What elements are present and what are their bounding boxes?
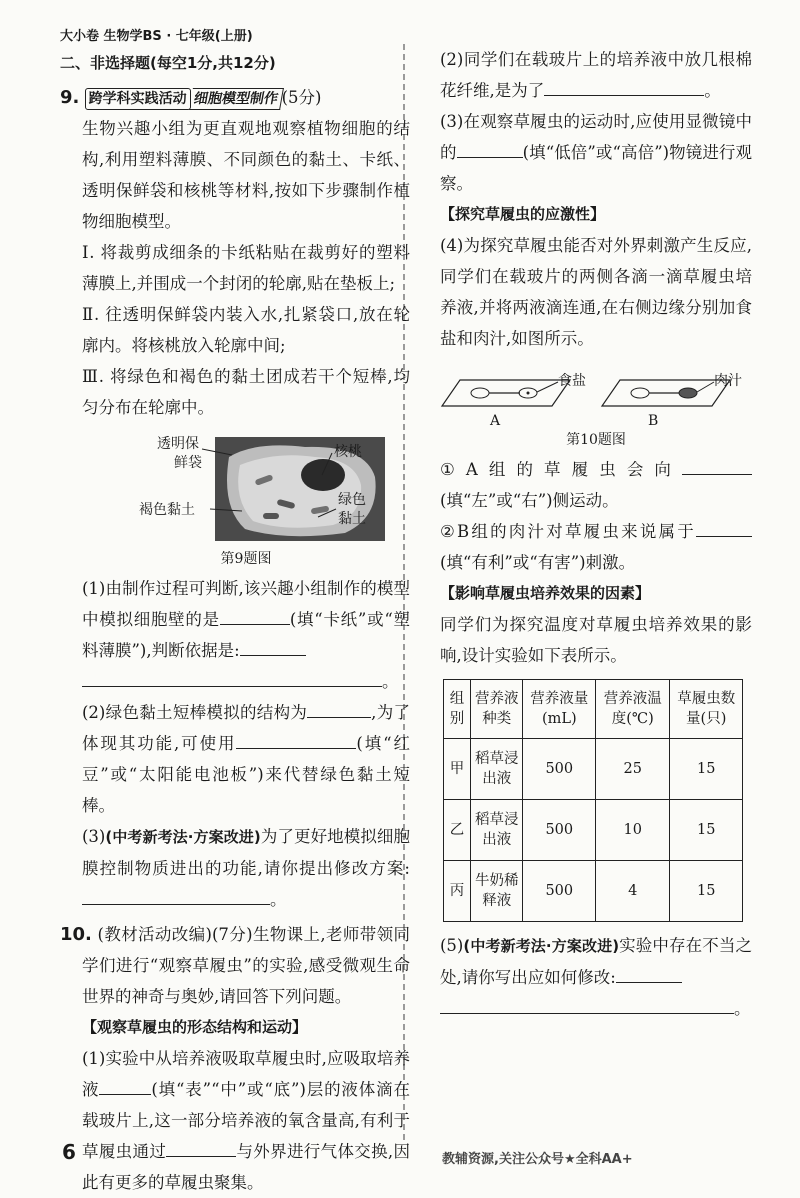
q10-intro: 生物课上,老师带领同学们进行“观察草履虫”的实验,感受微观生命世界的神奇与奥妙,请回答下列问题。 bbox=[82, 925, 411, 1006]
q9-step1: Ⅰ. 将裁剪成细条的卡纸粘贴在裁剪好的塑料薄膜上,并围成一个封闭的轮廓,贴在垫板上; bbox=[82, 243, 410, 293]
q10-sub5-intro: 同学们为探究温度对草履虫培养效果的影响,设计实验如下表所示。 bbox=[440, 615, 752, 665]
q9-step2: Ⅱ. 往透明保鲜袋内装入水,扎紧袋口,放在轮廓内。将核桃放入轮廓中间; bbox=[82, 305, 410, 355]
q9-tag-model: 细胞模型制作 bbox=[189, 88, 284, 110]
q9-sub3-tag: (中考新考法·方案改进) bbox=[105, 828, 261, 846]
label-bag-1: 透明保 bbox=[157, 436, 199, 452]
table-cell: 丙 bbox=[444, 861, 471, 922]
q10-sub1-text-c: 与外界进行气体交换,因此有更多的草履虫聚集。 bbox=[82, 1142, 410, 1192]
label-meat-juice: 肉汁 bbox=[714, 373, 742, 389]
table-header-cell: 组别 bbox=[444, 680, 471, 739]
q10-source: (教材活动改编) bbox=[97, 925, 212, 944]
q10-sub1-text-a: (1)实验中从培养液吸取草履虫时,应吸取培养液 bbox=[82, 1049, 410, 1099]
q9-sub1-text-a: (1)由制作过程可判断,该兴趣小组制作的模型中模拟细胞壁的是 bbox=[82, 579, 410, 629]
table-cell: 稻草浸出液 bbox=[471, 739, 523, 800]
table-cell: 15 bbox=[670, 861, 743, 922]
q9-blank-1[interactable] bbox=[220, 604, 290, 625]
q9-blank-3[interactable] bbox=[82, 666, 382, 687]
q9-score: (5分) bbox=[281, 88, 322, 107]
table-cell: 500 bbox=[523, 861, 596, 922]
q10-sub3-text-a: (3)在观察草履虫的运动时,应使用显微镜中的 bbox=[440, 112, 752, 162]
q10-sub5-text-a: (5) bbox=[440, 936, 464, 955]
q10-blank-3[interactable] bbox=[544, 75, 704, 96]
q10-sub4-2-text-b: (填“有利”或“有害”)刺激。 bbox=[440, 553, 636, 572]
table-cell: 牛奶稀释液 bbox=[471, 861, 523, 922]
q9-sub2-text-c: (填“红豆”或“太阳能电池板”)来代替绿色黏土短棒。 bbox=[82, 734, 410, 815]
q10-sub4-1 bbox=[440, 454, 752, 516]
q10-blank-4[interactable] bbox=[457, 137, 523, 158]
right-column bbox=[440, 44, 752, 1024]
table-cell: 500 bbox=[523, 800, 596, 861]
q10-sub2-text: (2)同学们在载玻片上的培养液中放几根棉花纤维,是为了 bbox=[440, 50, 752, 100]
q9-figure bbox=[82, 429, 410, 547]
q10-number: 10. bbox=[60, 924, 92, 945]
section-title: 二、非选择题(每空1分,共12分) bbox=[60, 54, 276, 72]
q9-number: 9. bbox=[60, 87, 80, 108]
table-cell: 稻草浸出液 bbox=[471, 800, 523, 861]
q9-sub1-line bbox=[82, 666, 410, 697]
table-cell: 15 bbox=[670, 739, 743, 800]
q9-sub3 bbox=[82, 821, 410, 915]
table-cell: 15 bbox=[670, 800, 743, 861]
q10-sub4-1-text-a: ①A组的草履虫会向 bbox=[440, 460, 682, 479]
q9-sub3-text-a: (3) bbox=[82, 827, 106, 846]
q9-sub2-text-a: (2)绿色黏土短棒模拟的结构为 bbox=[82, 703, 308, 722]
q10-sub2-period: 。 bbox=[704, 81, 721, 100]
table-row bbox=[444, 739, 743, 800]
q9-step3: Ⅲ. 将绿色和褐色的黏土团成若干个短棒,均匀分布在轮廓中。 bbox=[82, 367, 410, 417]
book-header: 大小卷 生物学BS · 七年级(上册) bbox=[60, 29, 253, 44]
q9-sub2-text-b: ,为了体现其功能,可使用 bbox=[82, 703, 411, 753]
table-cell: 乙 bbox=[444, 800, 471, 861]
table-cell: 4 bbox=[596, 861, 670, 922]
q9-intro: 生物兴趣小组为更直观地观察植物细胞的结构,利用塑料薄膜、不同颜色的黏土、卡纸、透明保鲜袋和核桃等材料,按如下步骤制作植物细胞模型。 bbox=[82, 119, 410, 231]
q10-figure-caption: 第10题图 bbox=[566, 432, 626, 448]
page-number: 6 bbox=[62, 1140, 76, 1164]
q10-heading-1: 【观察草履虫的形态结构和运动】 bbox=[82, 1018, 308, 1036]
table-cell: 25 bbox=[596, 739, 670, 800]
q10-sub1-text-b: (填“表”“中”或“底”)层的液体滴在载玻片上,这一部分培养液的氧含量高,有利于草履虫通过 bbox=[82, 1080, 410, 1161]
q10-sub4-2 bbox=[440, 516, 752, 578]
q9-figure-caption: 第9题图 bbox=[220, 551, 272, 567]
q10-sub5-tag: (中考新考法·方案改进) bbox=[463, 937, 620, 955]
q10-blank-7[interactable] bbox=[616, 962, 682, 983]
q9-blank-2[interactable] bbox=[240, 635, 306, 656]
q10-title bbox=[60, 919, 411, 1012]
table-header-row bbox=[444, 680, 743, 739]
table-row bbox=[444, 861, 743, 922]
q9-sub3-period: 。 bbox=[270, 890, 287, 909]
q9-tag-practice: 跨学科实践活动 bbox=[85, 88, 191, 110]
q10-sub4: (4)为探究草履虫能否对外界刺激产生反应,同学们在载玻片的两侧各滴一滴草履虫培养液,并将两液滴连通,在右侧边缘分别加食盐和肉汁,如图所示。 bbox=[440, 236, 752, 348]
watermark-text: 教辅资源,关注公众号★全科AA+ bbox=[442, 1152, 633, 1167]
q10-figure bbox=[440, 358, 752, 428]
q10-score: (7分) bbox=[211, 925, 253, 944]
table-row bbox=[444, 800, 743, 861]
q10-blank-8[interactable] bbox=[440, 993, 734, 1014]
q10-sub3 bbox=[440, 106, 752, 199]
q10-sub4-1-text-b: (填“左”或“右”)侧运动。 bbox=[440, 491, 619, 510]
q10-sub5 bbox=[440, 930, 752, 993]
slides-diagram bbox=[440, 358, 752, 428]
q9-sub1-period: 。 bbox=[382, 672, 399, 691]
table-cell: 500 bbox=[523, 739, 596, 800]
q9-sub1-text-b: (填“卡纸”或“塑料薄膜”),判断依据是: bbox=[82, 610, 410, 660]
q10-heading-2: 【探究草履虫的应激性】 bbox=[440, 205, 606, 223]
q10-blank-1[interactable] bbox=[99, 1074, 151, 1095]
table-cell: 甲 bbox=[444, 739, 471, 800]
page-footer bbox=[0, 1138, 800, 1183]
experiment-table bbox=[443, 679, 743, 922]
q10-sub3-text-b: (填“低倍”或“高倍”)物镜进行观察。 bbox=[440, 143, 752, 193]
label-brown-clay: 褐色黏土 bbox=[139, 502, 195, 518]
label-leaders bbox=[82, 429, 410, 547]
q9-sub1 bbox=[82, 573, 410, 666]
q10-sub5-text-b: 实验中存在不当之处,请你写出应如何修改: bbox=[440, 936, 752, 987]
q9-sub3-text-b: 为了更好地模拟细胞膜控制物质进出的功能,请你提出修改方案: bbox=[82, 827, 411, 878]
table-header-cell: 营养液种类 bbox=[471, 680, 523, 739]
label-group-b: B bbox=[648, 413, 659, 429]
table-header-cell: 营养液温度(℃) bbox=[596, 680, 670, 739]
q10-heading-3: 【影响草履虫培养效果的因素】 bbox=[440, 584, 651, 602]
q10-blank-6[interactable] bbox=[696, 516, 752, 537]
q9-sub2 bbox=[82, 697, 410, 821]
label-salt: 食盐 bbox=[558, 373, 586, 389]
label-bag-2: 鲜袋 bbox=[174, 455, 202, 471]
q10-sub5-period: 。 bbox=[734, 999, 751, 1018]
q10-sub2 bbox=[440, 44, 752, 106]
q9-blank-4[interactable] bbox=[307, 697, 371, 718]
table-cell: 10 bbox=[596, 800, 670, 861]
label-green-clay-1: 绿色 bbox=[338, 492, 366, 508]
table-header-cell: 营养液量(mL) bbox=[523, 680, 596, 739]
q9-title bbox=[60, 82, 410, 113]
label-walnut: 核桃 bbox=[334, 444, 362, 460]
q9-blank-6[interactable] bbox=[82, 884, 270, 905]
q10-sub4-2-text-a: ②B组的肉汁对草履虫来说属于 bbox=[440, 522, 696, 541]
left-column bbox=[60, 82, 410, 1198]
q10-sub5-line bbox=[440, 993, 752, 1024]
label-group-a: A bbox=[490, 413, 501, 429]
label-green-clay-2: 黏土 bbox=[338, 511, 366, 527]
table-header-cell: 草履虫数量(只) bbox=[670, 680, 743, 739]
q9-blank-5[interactable] bbox=[236, 728, 356, 749]
q10-blank-5[interactable] bbox=[682, 454, 752, 475]
